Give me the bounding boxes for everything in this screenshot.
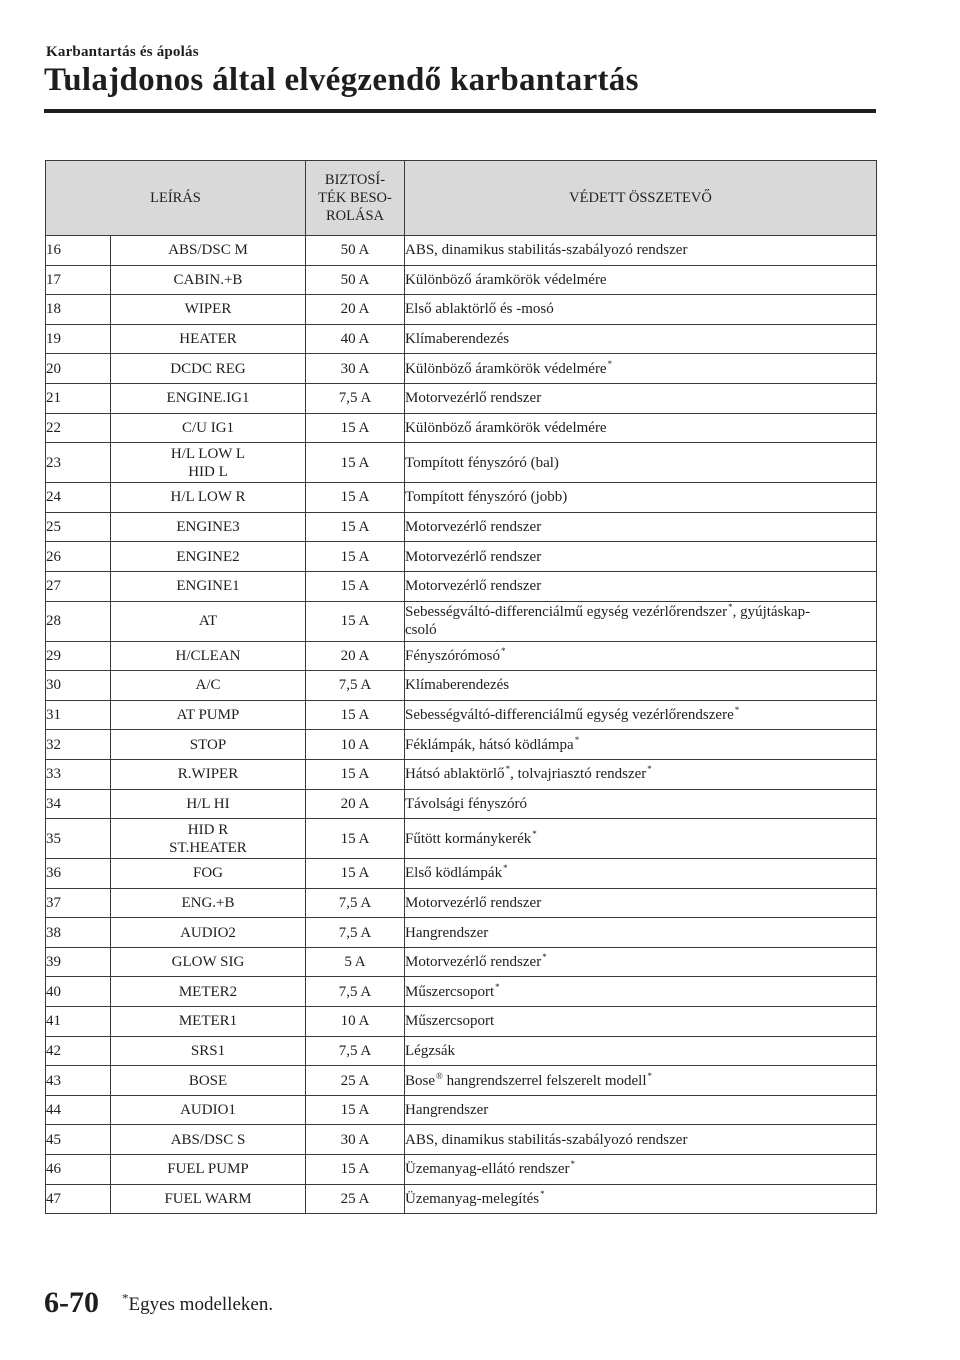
fuse-number: 42	[46, 1036, 111, 1066]
component-text: Különböző áramkörök védelmére	[405, 360, 607, 377]
protected-component	[405, 601, 877, 641]
protected-component	[405, 641, 877, 671]
fuse-name-line: STOP	[189, 736, 227, 753]
footnote-marker: *	[734, 705, 740, 716]
component-text: Műszercsoport	[405, 983, 495, 1000]
fuse-name-line: ENGINE3	[176, 519, 240, 536]
protected-component	[405, 977, 877, 1007]
fuse-name-line: ENGINE1	[176, 578, 240, 595]
fuse-name	[111, 977, 306, 1007]
fuse-name-line: C/U IG1	[181, 419, 235, 436]
fuse-name	[111, 1155, 306, 1185]
fuse-name	[111, 918, 306, 948]
protected-component	[405, 789, 877, 819]
table-row	[46, 354, 877, 384]
header-fuse-rating-line: ROLÁSA	[325, 208, 384, 224]
table-row	[46, 1184, 877, 1214]
table-row	[46, 947, 877, 977]
fuse-name-line: DCDC REG	[170, 360, 246, 377]
protected-component	[405, 671, 877, 701]
fuse-name	[111, 700, 306, 730]
fuse-rating: 7,5 A	[306, 671, 405, 701]
component-text: Különböző áramkörök védelmére	[405, 271, 607, 288]
footnote-marker: *	[607, 358, 613, 369]
fuse-number: 43	[46, 1066, 111, 1096]
component-text: Műszercsoport	[405, 1013, 495, 1030]
fuse-name	[111, 641, 306, 671]
protected-component	[405, 483, 877, 513]
component-text: csoló	[405, 622, 437, 639]
fuse-number: 37	[46, 888, 111, 918]
fuse-name-line: HID R	[187, 821, 229, 838]
fuse-name-line: H/L LOW R	[170, 489, 246, 506]
fuse-rating: 15 A	[306, 601, 405, 641]
component-text: Motorvezérlő rendszer	[405, 954, 542, 971]
fuse-name	[111, 542, 306, 572]
component-text: Hangrendszer	[405, 1102, 489, 1119]
footnote-marker: *	[647, 764, 652, 775]
footnote-marker: *	[570, 1159, 575, 1170]
component-text: hangrendszerrel felszerelt modell	[442, 1072, 647, 1089]
table-row	[46, 483, 877, 513]
component-text: ABS, dinamikus stabilitás-szabályozó rendszer	[405, 242, 688, 259]
protected-component	[405, 413, 877, 443]
protected-component	[405, 265, 877, 295]
fuse-name-line: HEATER	[179, 331, 237, 348]
fuse-rating: 15 A	[306, 759, 405, 789]
fuse-name-line: H/L LOW L	[170, 445, 246, 462]
component-text: Sebességváltó-differenciálmű egység vezérlőrendszer	[405, 604, 728, 621]
protected-component	[405, 859, 877, 889]
table-row	[46, 571, 877, 601]
table-row	[46, 1066, 877, 1096]
fuse-number: 20	[46, 354, 111, 384]
component-text: Motorvezérlő rendszer	[405, 548, 542, 565]
footnote	[122, 1290, 274, 1316]
fuse-number: 36	[46, 859, 111, 889]
fuse-name-line: ENGINE2	[176, 548, 240, 565]
fuse-rating: 20 A	[306, 641, 405, 671]
table-row	[46, 1007, 877, 1037]
table-row	[46, 977, 877, 1007]
footnote-marker: ®	[436, 1070, 443, 1081]
fuse-name	[111, 1095, 306, 1125]
protected-component	[405, 918, 877, 948]
fuse-rating: 7,5 A	[306, 888, 405, 918]
component-text: Tompított fényszóró (bal)	[405, 454, 559, 471]
fuse-name-line: CABIN.+B	[173, 271, 243, 288]
protected-component	[405, 542, 877, 572]
fuse-name-line: H/L HI	[186, 795, 230, 812]
fuse-name-line: GLOW SIG	[171, 954, 245, 971]
footnote-marker: *	[505, 764, 511, 775]
fuse-name	[111, 730, 306, 760]
fuse-name	[111, 443, 306, 483]
footnote-marker: *	[495, 981, 500, 992]
fuse-number: 47	[46, 1184, 111, 1214]
table-row	[46, 413, 877, 443]
footnote-marker: *	[501, 645, 506, 656]
table-row	[46, 1155, 877, 1185]
component-text: Távolsági fényszóró	[405, 795, 528, 812]
fuse-name	[111, 601, 306, 641]
fuse-number: 19	[46, 324, 111, 354]
fuse-name-line: METER2	[178, 983, 238, 1000]
table-row	[46, 918, 877, 948]
table-row	[46, 641, 877, 671]
fuse-number: 38	[46, 918, 111, 948]
fuse-table-body	[46, 236, 877, 1214]
protected-component	[405, 1036, 877, 1066]
table-row	[46, 265, 877, 295]
fuse-rating: 15 A	[306, 542, 405, 572]
fuse-name-line: AT	[198, 613, 218, 630]
component-text: Motorvezérlő rendszer	[405, 519, 542, 536]
component-text: , gyújtáskap-	[732, 604, 811, 621]
fuse-name	[111, 354, 306, 384]
fuse-rating: 10 A	[306, 730, 405, 760]
fuse-table	[45, 160, 877, 1214]
fuse-number: 46	[46, 1155, 111, 1185]
section-label: Karbantartás és ápolás	[46, 44, 199, 60]
fuse-number: 17	[46, 265, 111, 295]
fuse-number: 35	[46, 819, 111, 859]
component-text: Különböző áramkörök védelmére	[405, 419, 607, 436]
component-text: , tolvajriasztó rendszer	[510, 766, 647, 783]
fuse-name-line: FUEL WARM	[164, 1190, 252, 1207]
fuse-name-line: AT PUMP	[176, 707, 240, 724]
fuse-rating: 15 A	[306, 859, 405, 889]
fuse-name-line: AUDIO2	[180, 924, 236, 941]
fuse-number: 25	[46, 512, 111, 542]
table-row	[46, 1036, 877, 1066]
fuse-name	[111, 759, 306, 789]
fuse-name	[111, 383, 306, 413]
footnote-marker: *	[728, 602, 733, 613]
fuse-name	[111, 265, 306, 295]
fuse-name-line: R.WIPER	[177, 766, 239, 783]
fuse-name-line: FUEL PUMP	[167, 1161, 249, 1178]
component-text: Motorvezérlő rendszer	[405, 390, 542, 407]
fuse-number: 23	[46, 443, 111, 483]
component-text: Első ablaktörlő és -mosó	[405, 301, 554, 318]
fuse-name	[111, 671, 306, 701]
footnote-marker: *	[532, 828, 537, 839]
fuse-number: 29	[46, 641, 111, 671]
page-number: 6-70	[44, 1286, 99, 1319]
table-row	[46, 1125, 877, 1155]
fuse-name-line: FOG	[192, 865, 223, 882]
fuse-number: 32	[46, 730, 111, 760]
component-text: Sebességváltó-differenciálmű egység vezérlőrendszere	[405, 707, 734, 724]
protected-component	[405, 1007, 877, 1037]
component-text: Féklámpák, hátsó ködlámpa	[405, 736, 574, 753]
fuse-name	[111, 819, 306, 859]
component-text: Légzsák	[405, 1042, 455, 1059]
fuse-rating: 15 A	[306, 413, 405, 443]
header-protected-component: VÉDETT ÖSSZETEVŐ	[405, 161, 877, 236]
fuse-name-line: AUDIO1	[180, 1102, 236, 1119]
footnote-marker: *	[503, 863, 508, 874]
fuse-rating: 20 A	[306, 295, 405, 325]
protected-component	[405, 295, 877, 325]
fuse-number: 30	[46, 671, 111, 701]
table-row	[46, 819, 877, 859]
fuse-name	[111, 295, 306, 325]
protected-component	[405, 1066, 877, 1096]
fuse-name	[111, 483, 306, 513]
component-text: Üzemanyag-ellátó rendszer	[405, 1161, 570, 1178]
fuse-rating: 20 A	[306, 789, 405, 819]
protected-component	[405, 512, 877, 542]
fuse-number: 33	[46, 759, 111, 789]
fuse-rating: 7,5 A	[306, 977, 405, 1007]
fuse-rating: 10 A	[306, 1007, 405, 1037]
protected-component	[405, 1095, 877, 1125]
fuse-name	[111, 324, 306, 354]
table-row	[46, 236, 877, 266]
header-fuse-rating-line: BIZTOSÍ-	[324, 172, 386, 188]
fuse-name	[111, 947, 306, 977]
table-row	[46, 295, 877, 325]
fuse-number: 16	[46, 236, 111, 266]
fuse-name	[111, 888, 306, 918]
fuse-number: 27	[46, 571, 111, 601]
fuse-name	[111, 859, 306, 889]
fuse-name-line: BOSE	[188, 1072, 228, 1089]
footnote-text: Egyes modelleken.	[128, 1294, 274, 1315]
table-row	[46, 542, 877, 572]
table-row	[46, 443, 877, 483]
page-title: Tulajdonos által elvégzendő karbantartás	[44, 62, 639, 98]
fuse-rating: 30 A	[306, 354, 405, 384]
component-text: Klímaberendezés	[405, 331, 510, 348]
protected-component	[405, 236, 877, 266]
table-header-row	[46, 161, 877, 236]
fuse-name	[111, 1184, 306, 1214]
fuse-rating: 7,5 A	[306, 383, 405, 413]
component-text: Hátsó ablaktörlő	[405, 766, 505, 783]
component-text: ABS, dinamikus stabilitás-szabályozó rendszer	[405, 1131, 688, 1148]
fuse-name	[111, 789, 306, 819]
table-row	[46, 671, 877, 701]
table-row	[46, 859, 877, 889]
table-row	[46, 759, 877, 789]
table-row	[46, 383, 877, 413]
header-description: LEÍRÁS	[46, 161, 306, 236]
component-text: Motorvezérlő rendszer	[405, 578, 542, 595]
fuse-rating: 7,5 A	[306, 1036, 405, 1066]
footnote-marker: *	[540, 1188, 545, 1199]
protected-component	[405, 819, 877, 859]
fuse-number: 26	[46, 542, 111, 572]
protected-component	[405, 383, 877, 413]
fuse-rating: 15 A	[306, 1155, 405, 1185]
fuse-rating: 15 A	[306, 700, 405, 730]
fuse-name	[111, 1125, 306, 1155]
protected-component	[405, 947, 877, 977]
fuse-rating: 15 A	[306, 512, 405, 542]
fuse-rating: 15 A	[306, 1095, 405, 1125]
fuse-name-line: WIPER	[184, 301, 232, 318]
protected-component	[405, 324, 877, 354]
fuse-rating: 30 A	[306, 1125, 405, 1155]
protected-component	[405, 443, 877, 483]
fuse-name	[111, 1007, 306, 1037]
fuse-name-line: ENG.+B	[181, 894, 235, 911]
fuse-name-line: SRS1	[190, 1042, 226, 1059]
fuse-rating: 15 A	[306, 819, 405, 859]
fuse-number: 21	[46, 383, 111, 413]
table-row	[46, 512, 877, 542]
fuse-number: 41	[46, 1007, 111, 1037]
protected-component	[405, 571, 877, 601]
table-row	[46, 1095, 877, 1125]
fuse-rating: 50 A	[306, 265, 405, 295]
fuse-rating: 15 A	[306, 571, 405, 601]
footnote-marker: *	[647, 1070, 652, 1081]
fuse-rating: 25 A	[306, 1184, 405, 1214]
component-text: Tompított fényszóró (jobb)	[405, 489, 568, 506]
fuse-name-line: ST.HEATER	[169, 839, 247, 856]
table-row	[46, 700, 877, 730]
title-underline	[44, 109, 876, 113]
fuse-number: 34	[46, 789, 111, 819]
component-text: Fényszórómosó	[405, 647, 500, 664]
fuse-name-line: ABS/DSC M	[168, 242, 248, 259]
fuse-name-line: METER1	[178, 1013, 238, 1030]
table-row	[46, 601, 877, 641]
component-text: Üzemanyag-melegítés	[405, 1190, 540, 1207]
table-row	[46, 324, 877, 354]
fuse-name	[111, 512, 306, 542]
fuse-number: 44	[46, 1095, 111, 1125]
fuse-rating: 40 A	[306, 324, 405, 354]
fuse-name-line: H/CLEAN	[175, 647, 241, 664]
protected-component	[405, 730, 877, 760]
fuse-number: 28	[46, 601, 111, 641]
protected-component	[405, 354, 877, 384]
protected-component	[405, 888, 877, 918]
fuse-name	[111, 1036, 306, 1066]
fuse-name-line: HID L	[188, 463, 228, 480]
fuse-rating: 15 A	[306, 443, 405, 483]
fuse-rating: 5 A	[306, 947, 405, 977]
protected-component	[405, 700, 877, 730]
fuse-name	[111, 413, 306, 443]
fuse-name	[111, 236, 306, 266]
fuse-number: 18	[46, 295, 111, 325]
header-fuse-rating	[306, 161, 405, 236]
protected-component	[405, 759, 877, 789]
fuse-name	[111, 571, 306, 601]
component-text: Fűtött kormánykerék	[405, 830, 532, 847]
fuse-number: 45	[46, 1125, 111, 1155]
footnote-marker: *	[574, 734, 580, 745]
fuse-number: 39	[46, 947, 111, 977]
fuse-name-line: A/C	[195, 677, 221, 694]
fuse-number: 31	[46, 700, 111, 730]
footnote-marker: *	[542, 952, 547, 963]
protected-component	[405, 1155, 877, 1185]
component-text: Motorvezérlő rendszer	[405, 894, 542, 911]
fuse-number: 22	[46, 413, 111, 443]
fuse-rating: 15 A	[306, 483, 405, 513]
footnote-star: *	[122, 1290, 129, 1306]
component-text: Klímaberendezés	[405, 677, 510, 694]
protected-component	[405, 1125, 877, 1155]
header-fuse-rating-line: TÉK BESO-	[318, 190, 392, 206]
fuse-rating: 50 A	[306, 236, 405, 266]
table-row	[46, 888, 877, 918]
table-row	[46, 730, 877, 760]
component-text: Hangrendszer	[405, 924, 489, 941]
component-text: Első ködlámpák	[405, 865, 503, 882]
fuse-number: 24	[46, 483, 111, 513]
component-text: Bose	[405, 1072, 435, 1089]
fuse-rating: 25 A	[306, 1066, 405, 1096]
protected-component	[405, 1184, 877, 1214]
fuse-name-line: ABS/DSC S	[170, 1131, 246, 1148]
fuse-name-line: ENGINE.IG1	[166, 390, 250, 407]
fuse-rating: 7,5 A	[306, 918, 405, 948]
fuse-number: 40	[46, 977, 111, 1007]
table-row	[46, 789, 877, 819]
fuse-name	[111, 1066, 306, 1096]
